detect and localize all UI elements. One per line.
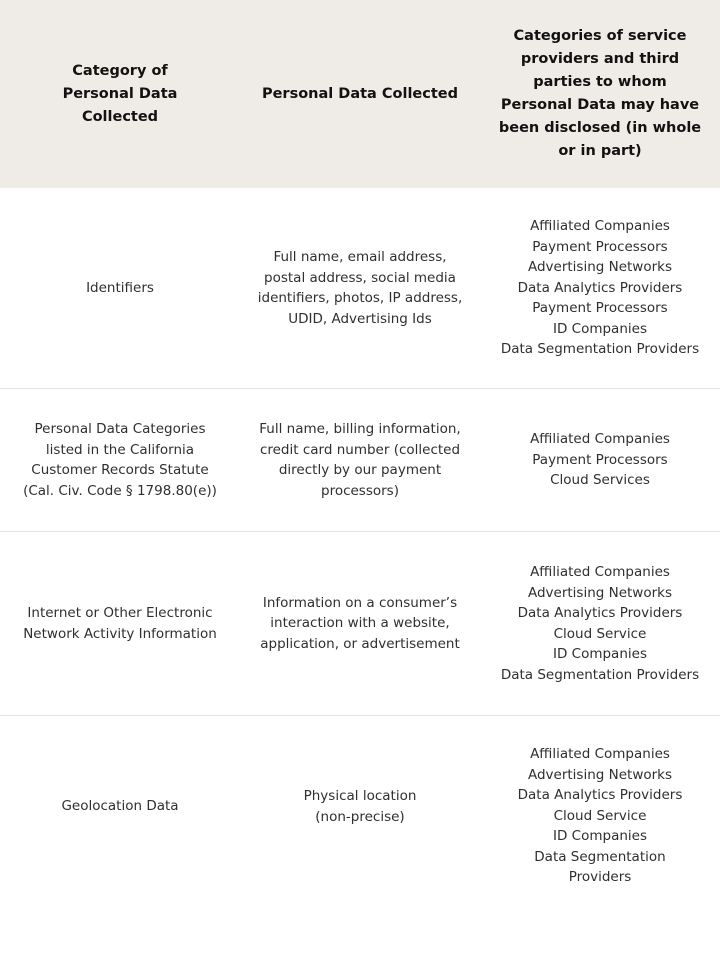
data-cell xyxy=(240,188,480,388)
recipient-item: Data Segmentation Providers xyxy=(500,666,700,683)
recipient-item: Data Segmentation Providers xyxy=(534,848,666,885)
recipients-cell xyxy=(480,716,720,960)
recipient-item: Payment Processors xyxy=(532,300,668,317)
recipients-cell xyxy=(480,188,720,388)
header-recipients-label: Categories of service providers and third parties to whom Personal Data may have been disclosed (in whole or in part) xyxy=(498,28,702,159)
recipient-item: Advertising Networks xyxy=(527,259,673,276)
recipient-item: Payment Processors xyxy=(532,238,668,255)
recipient-item: Affiliated Companies xyxy=(530,746,670,762)
category-text: Internet or Other Electronic Network Activity Information xyxy=(23,605,217,642)
recipient-item: ID Companies xyxy=(552,646,647,662)
category-cell xyxy=(0,188,240,388)
table-row xyxy=(0,188,720,389)
header-category-label: Category of Personal Data Collected xyxy=(62,62,178,125)
recipient-item: Cloud Service xyxy=(553,807,647,824)
data-text: Full name, billing information, credit card number (collected directly by our payment processors) xyxy=(259,421,461,499)
header-cell-data xyxy=(240,0,480,188)
category-cell xyxy=(0,389,240,531)
recipients-cell xyxy=(480,532,720,715)
recipient-item: ID Companies xyxy=(552,320,647,337)
table-row xyxy=(0,389,720,532)
category-text: Geolocation Data xyxy=(61,798,179,814)
recipient-item: ID Companies xyxy=(553,828,647,844)
recipient-item: Advertising Networks xyxy=(527,584,673,601)
data-cell xyxy=(240,716,480,960)
category-text: Identifiers xyxy=(86,279,154,296)
data-text: Information on a consumer’s interaction with a website, application, or advertisement xyxy=(260,594,460,652)
category-cell xyxy=(0,716,240,960)
recipient-item: Data Analytics Providers xyxy=(517,605,683,621)
recipients-list xyxy=(518,744,683,888)
recipient-item: Payment Processors xyxy=(532,451,668,468)
data-cell xyxy=(240,532,480,715)
category-cell xyxy=(0,532,240,715)
recipient-item: Affiliated Companies xyxy=(530,218,670,235)
recipient-item: Affiliated Companies xyxy=(530,564,670,580)
category-text: Personal Data Categories listed in the California Customer Records Statute (Cal. Civ. Code § 1798.80(e)) xyxy=(23,421,217,499)
recipients-list xyxy=(501,562,699,685)
recipient-item: Affiliated Companies xyxy=(530,431,670,448)
recipient-item: Data Analytics Providers xyxy=(517,279,683,296)
header-cell-recipients xyxy=(480,0,720,188)
data-cell xyxy=(240,389,480,531)
header-cell-category xyxy=(0,0,240,188)
recipient-item: Data Analytics Providers xyxy=(517,787,683,803)
header-data-label: Personal Data Collected xyxy=(261,85,459,102)
recipients-list xyxy=(530,429,670,491)
recipients-list xyxy=(501,216,699,360)
recipient-item: Cloud Services xyxy=(550,472,650,489)
data-text: Physical location (non-precise) xyxy=(303,788,417,825)
recipient-item: Data Segmentation Providers xyxy=(500,341,700,358)
recipient-item: Cloud Service xyxy=(553,625,647,642)
recipient-item: Advertising Networks xyxy=(527,766,673,783)
table-header-row xyxy=(0,0,720,188)
table-row xyxy=(0,716,720,960)
data-text: Full name, email address, postal address, social media identifiers, photos, IP address, UDID, Advertising Ids xyxy=(257,249,463,327)
table-row xyxy=(0,532,720,716)
recipients-cell xyxy=(480,389,720,531)
